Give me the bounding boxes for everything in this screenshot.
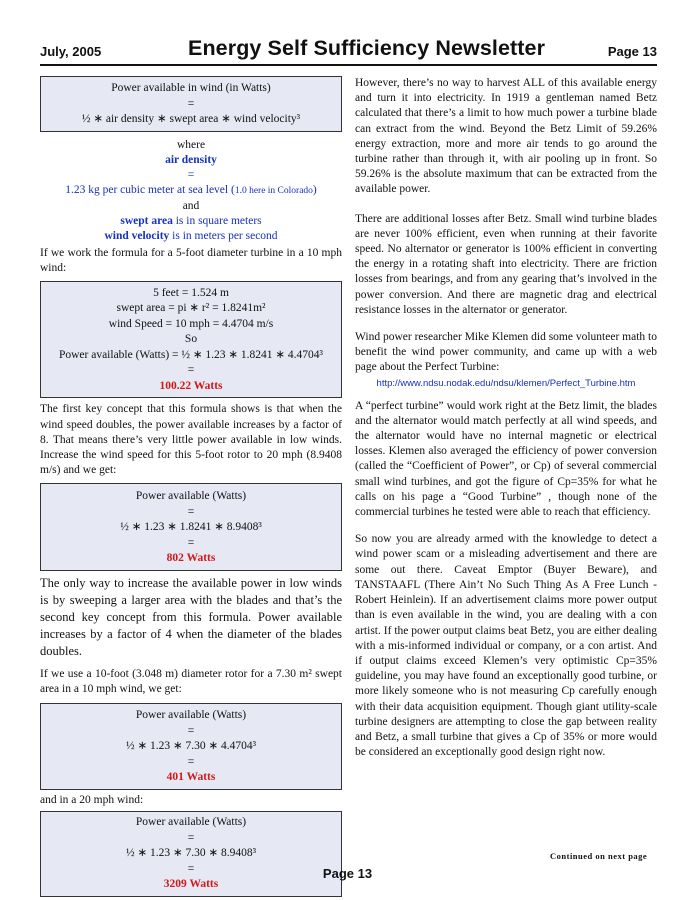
calc-line-label: Power available (Watts) [135, 709, 247, 722]
calc-result: 100.22 Watts [159, 379, 223, 392]
calc-equals: = [187, 536, 195, 549]
formula-equals: = [187, 97, 195, 110]
calc-equals: = [187, 724, 195, 737]
formula-title: Power available in wind (in Watts) [111, 82, 271, 94]
formula-box-10ft-10mph [40, 703, 342, 790]
formula-box-general [40, 76, 342, 132]
continued-note: Continued on next page [550, 851, 648, 861]
paragraph-second-key-concept: The only way to increase the available power in low winds is by sweeping a larger area with the blades and that’s the second key concept from this formula. Power available increases by a factor of 4 when the diameter of the blades doubles. [40, 575, 342, 658]
wind-velocity-definition: wind velocity is in meters per second [104, 229, 278, 242]
paragraph-first-key-concept: The first key concept that this formula shows is that when the wind speed doubles, the power available increases by a factor of 8. That means there’s very little power available in low winds. Increase the wind speed for this 5-foot rotor to 20 mph (8.9408 m/s) and we get: [40, 403, 342, 477]
calc-equals: = [187, 755, 195, 768]
header-rule [40, 64, 657, 66]
calc-line-power: Power available (Watts) = ½ ∗ 1.23 ∗ 1.8241 ∗ 4.4704³ [58, 348, 324, 361]
calc-result: 802 Watts [166, 552, 216, 565]
calc-line-so: So [184, 333, 198, 346]
calc-equals: = [187, 862, 195, 875]
footer-page-number: Page 13 [322, 866, 373, 881]
calc-line-swept-area: swept area = pi ∗ r² = 1.8241m² [116, 302, 266, 315]
page-header [40, 38, 657, 64]
air-density-value: 1.23 kg per cubic meter at sea level (1.0 here in Colorado) [65, 183, 317, 196]
calc-result: 3209 Watts [163, 878, 219, 891]
calc-line-label: Power available (Watts) [135, 816, 247, 829]
formula-box-10ft-20mph [40, 811, 342, 897]
calc-line-expression: ½ ∗ 1.23 ∗ 7.30 ∗ 4.4704³ [125, 740, 257, 753]
formula-box-5ft-20mph [40, 483, 342, 571]
paragraph-additional-losses: There are additional losses after Betz. Small wind turbine blades are never 100% efficient, even when running at their favorite speed. No alternator or generator is 100% efficient in converting the energy in a rotating shaft into electricity. There are friction losses from bearings, and from any gearing that’s involved in the power conversion. And there are magnetic drag and electrical resistance losses in the alternator or generator. [355, 212, 657, 316]
where-label: where [176, 138, 206, 151]
perfect-turbine-link[interactable]: http://www.ndsu.nodak.edu/ndsu/klemen/Perfect_Turbine.htm [376, 377, 636, 389]
header-page-number: Page 13 [607, 44, 657, 59]
calc-equals: = [187, 364, 195, 377]
left-column [40, 76, 342, 897]
paragraph-perfect-turbine: A “perfect turbine” would work right at the Betz limit, the blades and the alternator would match perfectly at all wind speeds, and the alternator would have no internal magnetic or electrical losses. Klemen also averaged the efficiency of power conversion (called the “Coefficient of Power”, or Cp) of several commercial small wind turbines, and got the figure of Cp=35% for what he calls on his page a “Good Turbine” , though none of the commercial turbines he tested were able to reach that efficiency. [355, 399, 657, 519]
newsletter-title: Energy Self Sufficiency Newsletter [188, 36, 546, 60]
and-label: and [182, 199, 200, 212]
calc-line-wind-speed: wind Speed = 10 mph = 4.4704 m/s [108, 317, 274, 330]
calc-equals: = [187, 831, 195, 844]
calc-equals: = [187, 505, 195, 518]
paragraph-klemen: Wind power researcher Mike Klemen did some volunteer math to benefit the wind power community, and came up with a web page about the Perfect Turbine: [355, 331, 657, 374]
calc-result: 401 Watts [166, 771, 216, 784]
calc-line-diameter: 5 feet = 1.524 m [153, 286, 229, 299]
paragraph-scam-detection: So now you are already armed with the knowledge to detect a wind power scam or a misleading advertisement and there are some out there. Caveat Emptor (Buyer Beware), and TANSTAAFL (There Ain’t No Such Thing As A Free Lunch - Robert Heinlein). If an advertisement claims more power output than is even available in the wind, you are dealing with a con artist. If the power output claims beat Betz, you are either dealing with a mis-informed individual or company, or a con artist. And if output claims exceed Klemen’s very optimistic Cp=35% guideline, you may have found an exceptionally good turbine, or more likely someone who is not measuring Cp carefully enough with their data acquisition equipment. Though giant utility-scale turbine designers are attempting to close the gap between reality and Betz, a small turbine that gives a Cp of 35% or more would be considered an exceptionally good design right now. [355, 533, 657, 759]
paragraph-betz-limit: However, there’s no way to harvest ALL of this available energy and turn it into electricity. In 1919 a gentleman named Betz calculated that there’s a limit to how much power a turbine blade can extract from the wind. Beyond the Betz Limit of 59.26% energy extraction, more and more air tends to go around the turbine rather than through it, with air pooling up in front. So 59.26% is the absolute maximum that can be extracted from the available power. [355, 77, 657, 196]
paragraph-5ft-intro: If we work the formula for a 5-foot diameter turbine in a 10 mph wind: [40, 246, 342, 274]
calc-line-label: Power available (Watts) [135, 490, 247, 503]
formula-box-5ft-10mph [40, 281, 342, 399]
formula-expression: ½ ∗ air density ∗ swept area ∗ wind velocity³ [81, 113, 301, 125]
colorado-note: 1.0 here in Colorado [234, 185, 313, 196]
paragraph-10ft-intro: If we use a 10-foot (3.048 m) diameter rotor for a 7.30 m² swept area in a 10 mph wind, we get: [40, 667, 342, 696]
formula-definitions [40, 138, 342, 244]
air-density-label: air density [165, 153, 217, 166]
paragraph-20mph-intro: and in a 20 mph wind: [40, 793, 144, 806]
definition-equals: = [187, 168, 195, 181]
issue-date: July, 2005 [40, 44, 102, 59]
calc-line-expression: ½ ∗ 1.23 ∗ 7.30 ∗ 8.9408³ [125, 847, 257, 860]
swept-area-definition: swept area is in square meters [120, 214, 262, 227]
calc-line-expression: ½ ∗ 1.23 ∗ 1.8241 ∗ 8.9408³ [120, 521, 262, 534]
right-column [355, 76, 657, 760]
